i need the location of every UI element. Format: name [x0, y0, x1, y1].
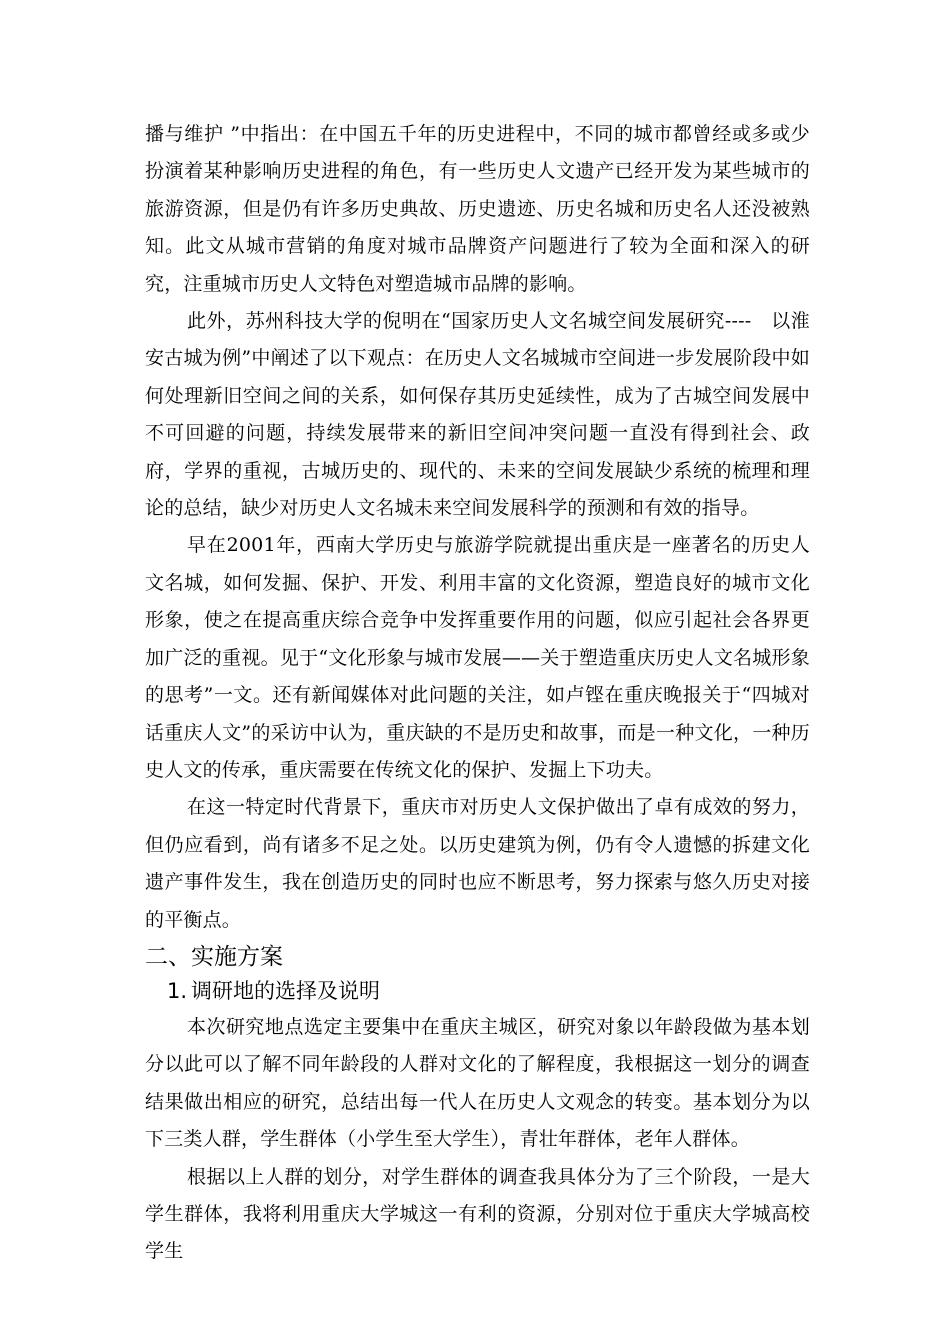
subsection-number: 1.: [167, 978, 188, 1003]
subsection-title: 调研地的选择及说明: [191, 978, 381, 1003]
body-paragraph-1: 播与维护 ”中指出：在中国五千年的历史进程中，不同的城市都曾经或多或少扮演着某种影响历史进程的角色，有一些历史人文遗产已经开发为某些城市的旅游资源，但是仍有许多历史典故、历史遗迹、历史名城和历史名人还没被熟知。此文从城市营销的角度对城市品牌资产问题进行了较为全面和深入的研究，注重城市历史人文特色对塑造城市品牌的影响。: [145, 123, 810, 295]
section-paragraph-2: 根据以上人群的划分，对学生群体的调查我具体分为了三个阶段，一是大学生群体，我将利用重庆大学城这一有利的资源，分别对位于重庆大学城高校学生: [145, 1165, 810, 1263]
body-paragraph-4: 在这一特定时代背景下，重庆市对历史人文保护做出了卓有成效的努力，但仍应看到，尚有诸多不足之处。以历史建筑为例，仍有令人遗憾的拆建文化遗产事件发生，我在创造历史的同时也应不断思考，努力探索与悠久历史对接的平衡点。: [145, 796, 810, 931]
section-heading: 二、实施方案: [145, 943, 283, 970]
subsection-heading: [145, 975, 810, 1009]
body-paragraph-2: 此外，苏州科技大学的倪明在“国家历史人文名城空间发展研究---- 以淮安古城为例”中阐述了以下观点：在历史人文名城城市空间进一步发展阶段中如何处理新旧空间之间的关系，如何保存其历史延续性，成为了古城空间发展中不可回避的问题，持续发展带来的新旧空间冲突问题一直没有得到社会、政府，学界的重视，古城历史的、现代的、未来的空间发展缺少系统的梳理和理论的总结，缺少对历史人文名城未来空间发展科学的预测和有效的指导。: [145, 310, 810, 520]
document-page: [145, 116, 810, 1271]
body-paragraph-3: 早在2001年，西南大学历史与旅游学院就提出重庆是一座著名的历史人文名城，如何发掘、保护、开发、利用丰富的文化资源，塑造良好的城市文化形象，使之在提高重庆综合竞争中发挥重要作用的问题，似应引起社会各界更加广泛的重视。见于“文化形象与城市发展——关于塑造重庆历史人文名城形象的思考”一文。还有新闻媒体对此问题的关注，如卢铿在重庆晚报关于“四城对话重庆人文”的采访中认为，重庆缺的不是历史和故事，而是一种文化，一种历史人文的传承，重庆需要在传统文化的保护、发掘上下功夫。: [145, 534, 810, 781]
section-paragraph-1: 本次研究地点选定主要集中在重庆主城区，研究对象以年龄段做为基本划分以此可以了解不同年龄段的人群对文化的了解程度，我根据这一划分的调查结果做出相应的研究，总结出每一代人在历史人文观念的转变。基本划分为以下三类人群，学生群体（小学生至大学生），青壮年群体，老年人群体。: [145, 1015, 810, 1151]
